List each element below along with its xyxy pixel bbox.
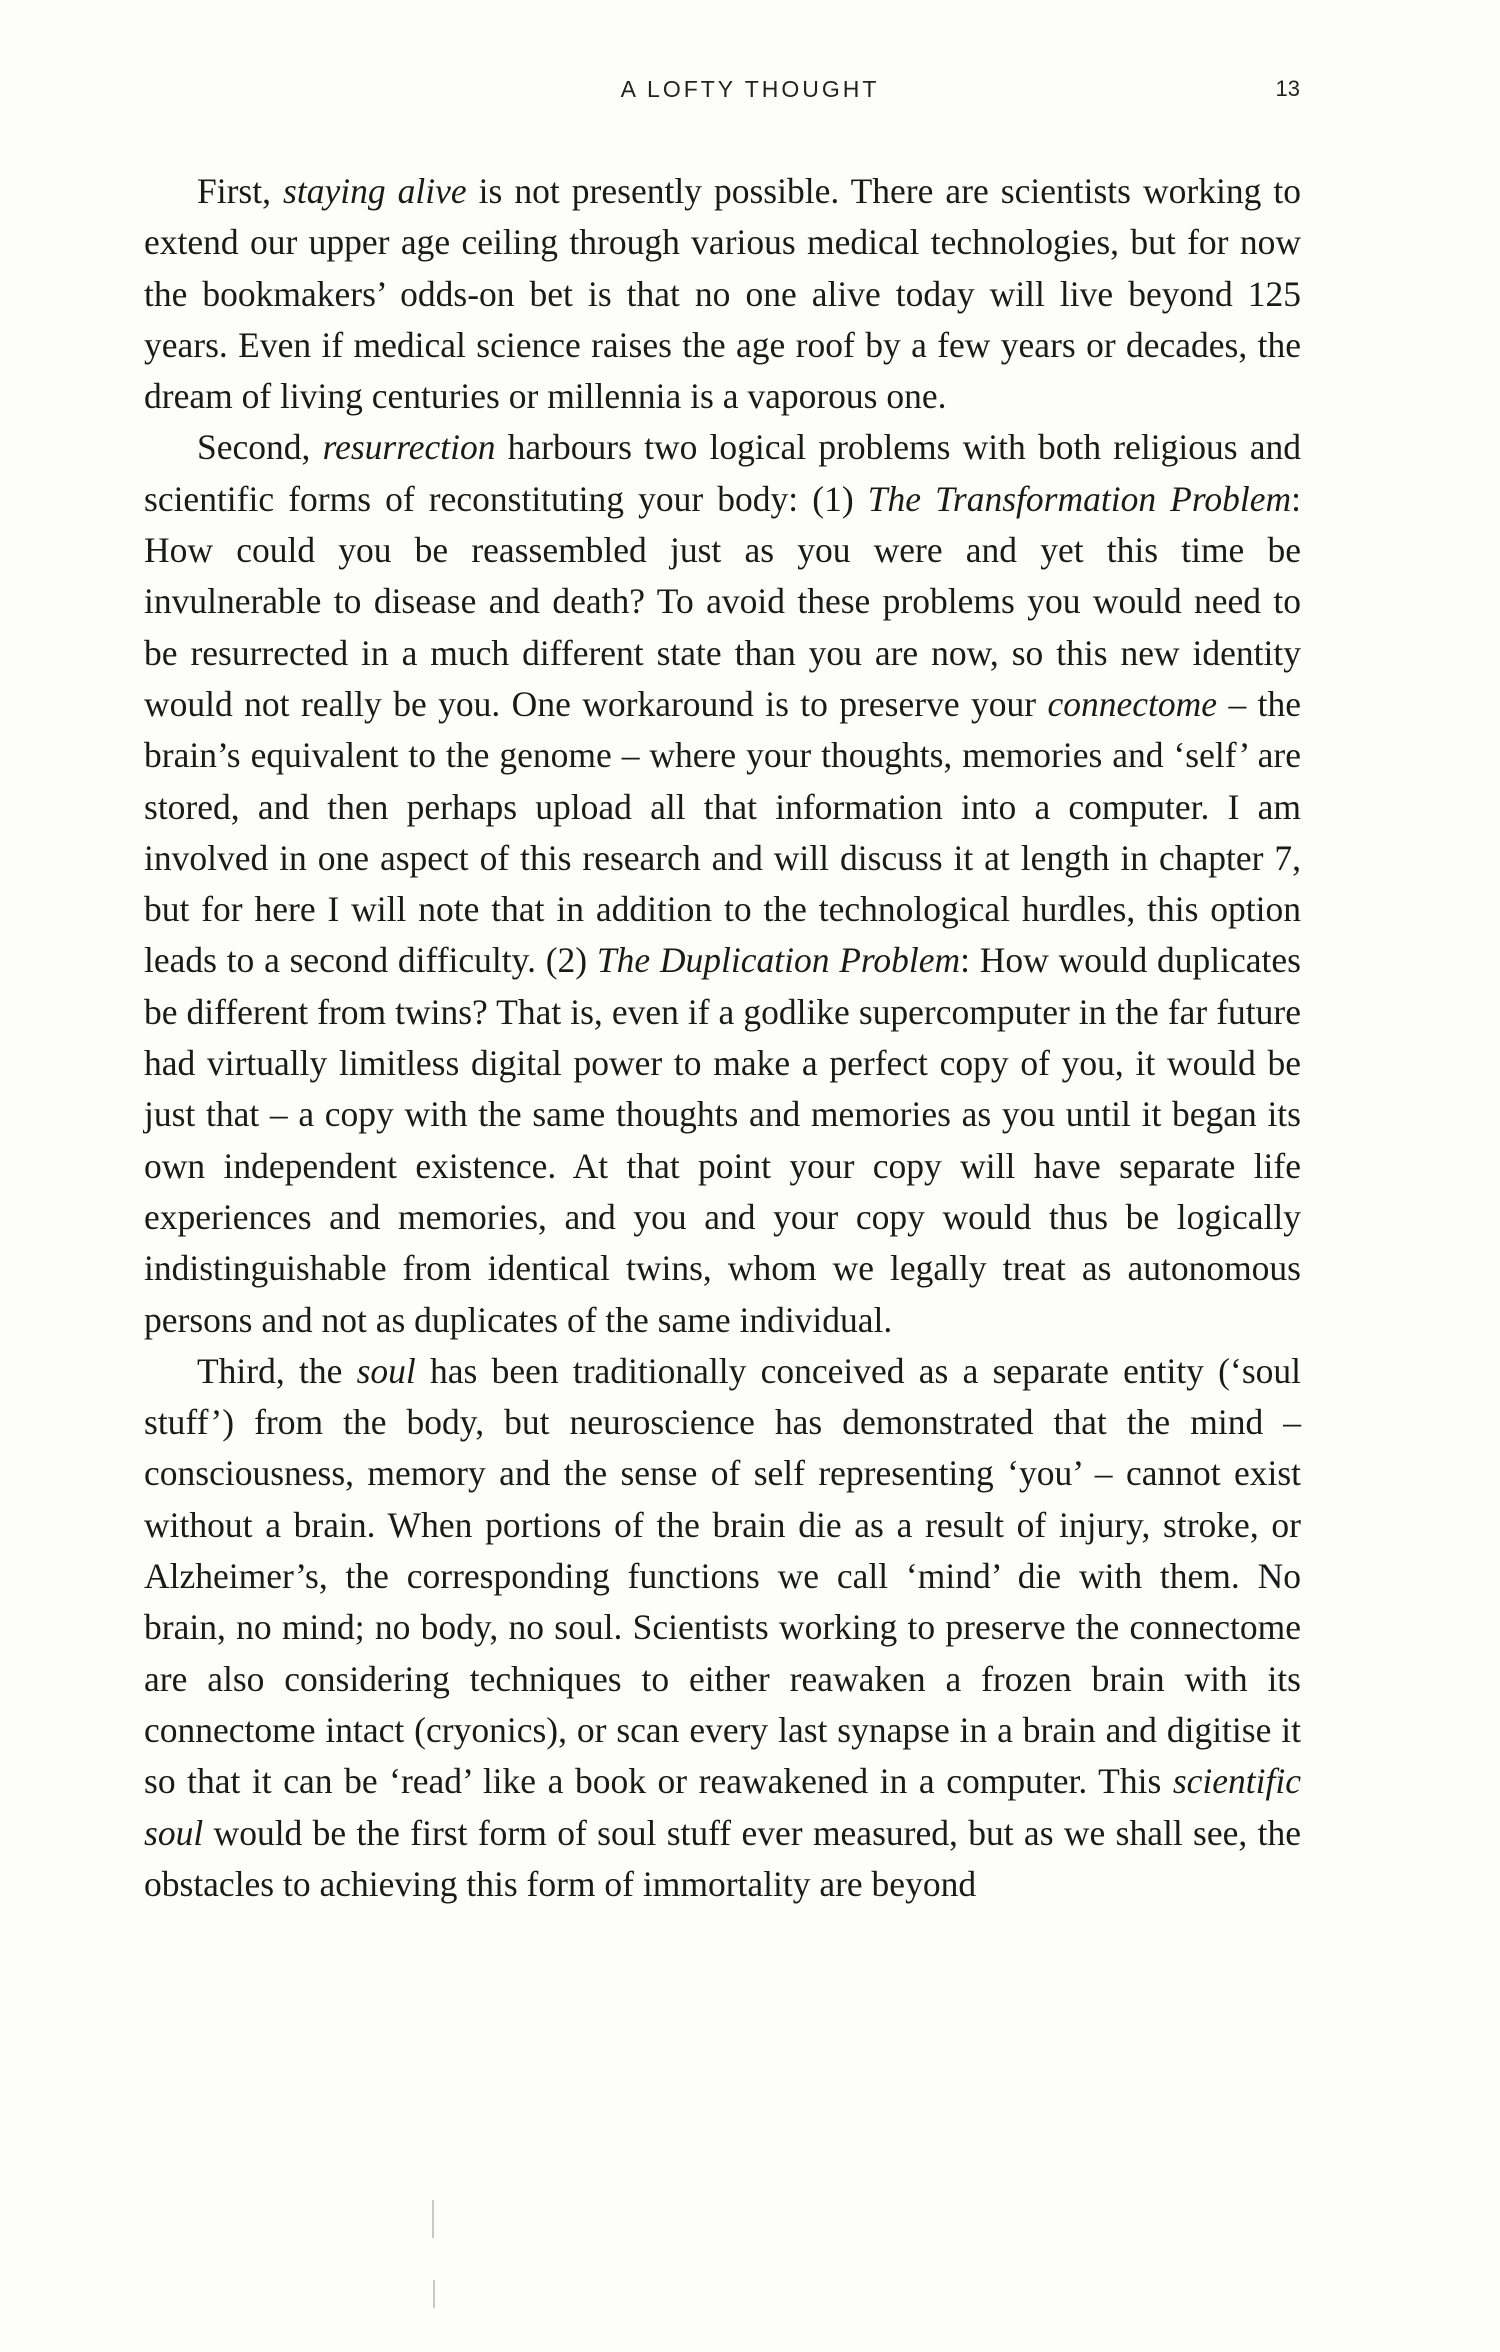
paragraph-resurrection	[144, 422, 1301, 1345]
scan-artifact-line	[432, 2200, 434, 2238]
text-run: – the brain’s equivalent to the genome – where your thoughts, memories and ‘self’ are stored, and then perhaps upload all that information into a computer. I am involved in one aspect of this research and will discuss it at length in chapter 7, but for here I will note that in addition to the technological hurdles, this option leads to a second difficulty. (2)	[144, 683, 1301, 981]
italic-run: The Transformation Problem	[867, 478, 1292, 519]
paragraph-soul	[144, 1346, 1301, 1910]
italic-run: resurrection	[322, 427, 496, 468]
text-run: Third, the	[197, 1350, 357, 1391]
scan-artifact-line	[433, 2280, 435, 2308]
italic-run: The Duplication Problem	[596, 940, 961, 981]
text-run: would be the first form of soul stuff ever measured, but as we shall see, the obstacles to achieving this form of immortality are beyond	[144, 1812, 1301, 1904]
text-run: is not presently possible. There are scientists working to extend our upper age ceiling through various medical technologies, but for now the bookmakers’ odds-on bet is that no one alive today will live beyond 125 years. Even if medical science raises the age roof by a few years or decades, the dream of living centuries or millennia is a vaporous one.	[144, 171, 1301, 417]
text-run: Second,	[197, 427, 323, 468]
italic-run: soul	[356, 1350, 416, 1391]
text-run: harbours two logical problems with both religious and scientific forms of reconstituting your body: (1)	[144, 427, 1301, 519]
paragraph-staying-alive	[144, 166, 1301, 422]
page-number: 13	[1275, 76, 1300, 101]
text-run: : How could you be reassembled just as you were and yet this time be invulnerable to disease and death? To avoid these problems you would need to be resurrected in a much different state than you are now, so this new identity would not really be you. One workaround is to preserve your	[144, 478, 1301, 724]
text-run: : How would duplicates be different from twins? That is, even if a godlike supercomputer in the far future had virtually limitless digital power to make a perfect copy of you, it would be just that – a copy with the same thoughts and memories as you until it began its own independent existence. At that point your copy will have separate life experiences and memories, and you and your copy would thus be logically indistinguishable from identical twins, whom we legally treat as autonomous persons and not as duplicates of the same individual.	[144, 940, 1301, 1340]
italic-run: connectome	[1047, 683, 1218, 724]
text-run: First,	[197, 171, 284, 211]
italic-run: staying alive	[283, 171, 467, 211]
running-header	[0, 76, 1500, 110]
body-text	[144, 166, 1301, 1910]
text-run: has been traditionally conceived as a separate entity (‘soul stuff’) from the body, but neuroscience has demonstrated that the mind – consciousness, memory and the sense of self representing ‘you’ – cannot exist without a brain. When portions of the brain die as a result of injury, stroke, or Alzheimer’s, the corresponding functions we call ‘mind’ die with them. No brain, no mind; no body, no soul. Scientists working to preserve the connectome are also considering techniques to either reawaken a frozen brain with its connectome intact (cryonics), or scan every last synapse in a brain and digitise it so that it can be ‘read’ like a book or reawakened in a computer. This	[144, 1350, 1301, 1802]
italic-run: scientific soul	[144, 1761, 1301, 1853]
running-title: A LOFTY THOUGHT	[620, 76, 880, 102]
